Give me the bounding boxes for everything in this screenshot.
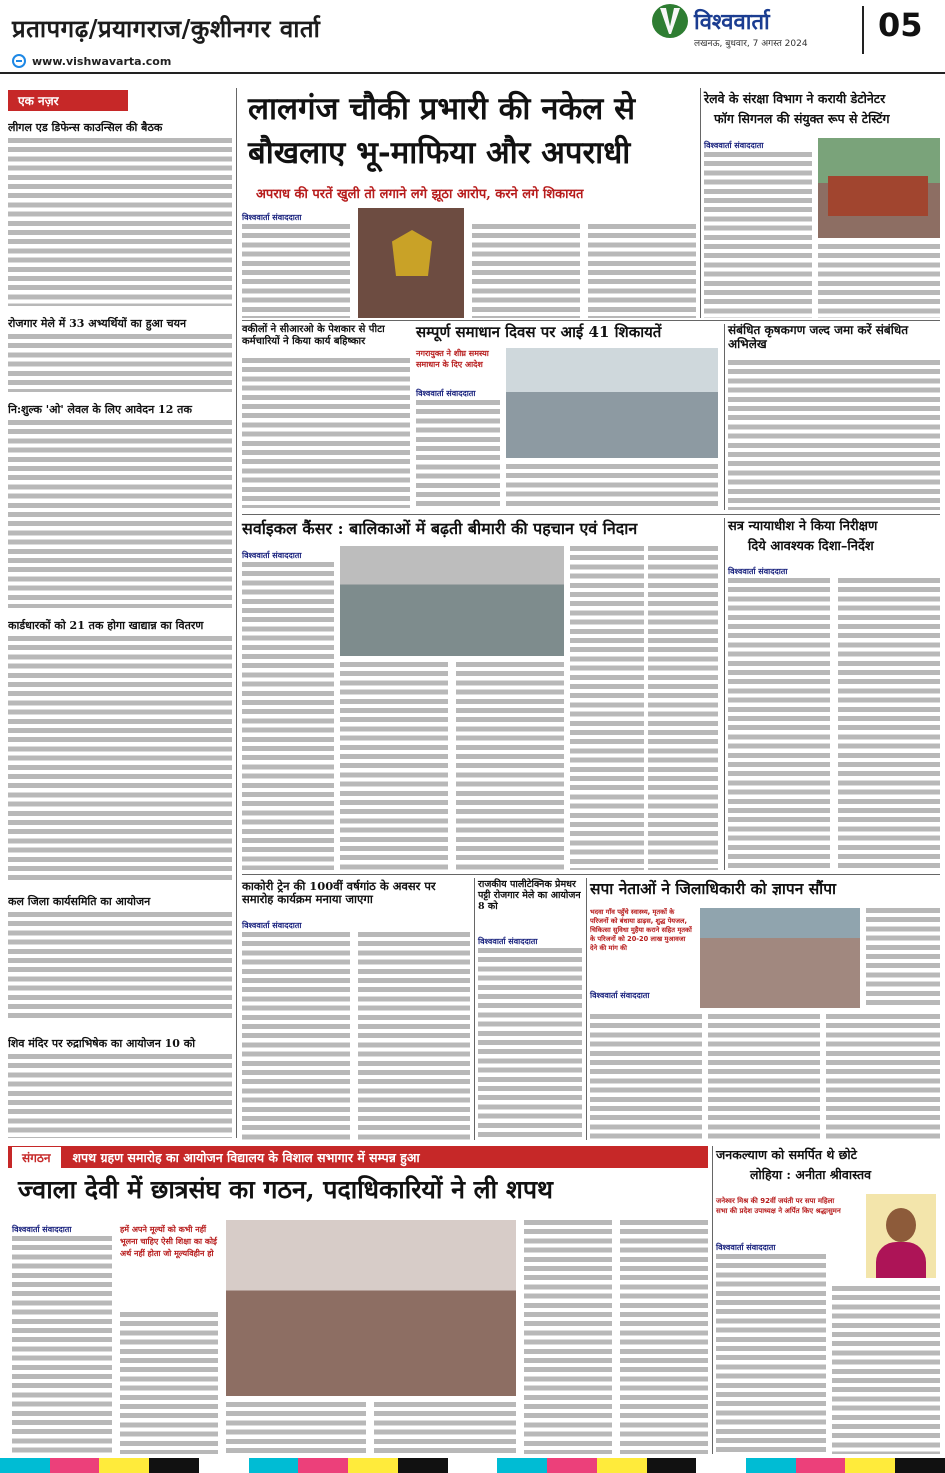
byline: विश्ववार्ता संवाददाता	[590, 991, 650, 1000]
brief-title: शिव मंदिर पर रुद्राभिषेक का आयोजन 10 को	[8, 1037, 196, 1050]
polytechnic-body	[478, 948, 582, 1140]
rail-headline-line1: रेलवे के संरक्षा विभाग ने करायी डेटोनेटर	[704, 91, 886, 106]
vakil-body	[242, 358, 410, 508]
cancer-body-col4	[570, 546, 644, 870]
brief-body	[8, 334, 232, 392]
section-rule	[242, 514, 940, 515]
dateline-wrap	[12, 6, 732, 50]
polytechnic-headline: राजकीय पालीटेक्निक प्रेमधर पट्टी रोजगार मेले का आयोजन 8 को	[478, 879, 581, 912]
site-url-row[interactable]	[12, 52, 171, 70]
cancer-body-col1	[242, 562, 334, 870]
jwala-story[interactable]	[8, 1172, 708, 1454]
cancer-body-col3	[456, 662, 564, 870]
brief-title: कल जिला कार्यसमिति का आयोजन	[8, 895, 151, 908]
sapa-side-body	[866, 908, 940, 1008]
column-rule	[724, 518, 725, 870]
krishak-body	[728, 360, 940, 510]
sapa-body-col1	[590, 1014, 702, 1140]
rail-body-col2	[818, 244, 940, 318]
page-number-box	[862, 6, 940, 54]
byline: विश्ववार्ता संवाददाता	[716, 1243, 776, 1252]
satra-headline-line1: सत्र न्यायाधीश ने किया निरीक्षण	[728, 519, 878, 534]
lohia-side-note: जनेश्वर मिश्र की 92वीं जयंती पर सपा महिला सभा की प्रदेश उपाध्यक्ष ने अर्पित किए श्रद्धासुमन	[716, 1197, 841, 1215]
byline: विश्ववार्ता संवाददाता	[704, 141, 764, 150]
kakori-headline: काकोरी ट्रेन की 100वीं वर्षगांठ के अवसर पर समारोह कार्यक्रम मनाया जाएगा	[242, 879, 436, 907]
column-rule	[724, 324, 725, 510]
jwala-body-col4	[374, 1402, 516, 1454]
dateline: प्रतापगढ़/प्रयागराज/कुशीनगर वार्ता	[12, 13, 321, 43]
sapa-side-note: भदवा गाँव पहुँचे स्वास्थ्य, मृतकों के परिजनों को बंधाया ढाढ़स, शुद्ध पेयजल, चिकित्सा सुविधा मुहैया कराने सहित मृतकों के परिजनों को 20-20 लाख मुआवजा देने की मांग की	[590, 908, 692, 952]
polytechnic-story[interactable]	[478, 878, 582, 1140]
rail-headline-line2: फॉग सिगनल की संयुक्त रूप से टेस्टिंग	[714, 111, 890, 126]
jwala-headline: ज्वाला देवी में छात्रसंघ का गठन, पदाधिकारियों ने ली शपथ	[18, 1175, 553, 1204]
jwala-body-col3	[226, 1402, 366, 1454]
portrait-face	[886, 1208, 916, 1242]
jwala-body-col2	[120, 1312, 218, 1454]
page-number: 05	[878, 6, 923, 44]
badge-icon	[392, 230, 432, 276]
lead-headline-line2: बौखलाए भू-माफिया और अपराधी	[248, 135, 631, 171]
cancer-headline: सर्वाइकल कैंसर : बालिकाओं में बढ़ती बीमारी की पहचान एवं निदान	[242, 519, 638, 538]
lead-deck: अपराध की परतें खुली तो लगाने लगे झूठा आरोप, करने लगे शिकायत	[256, 187, 584, 202]
section-rule	[242, 320, 940, 321]
krishak-headline: संबंधित कृषकगण जल्द जमा करें संबंधित अभिलेख	[728, 323, 909, 351]
lead-body-col2	[472, 224, 580, 318]
issue-date: लखनऊ, बुधवार, 7 अगस्त 2024	[694, 39, 808, 49]
jwala-body-col5	[524, 1220, 612, 1454]
brief-title: नि:शुल्क 'ओ' लेवल के लिए आवेदन 12 तक	[8, 403, 192, 416]
brief-body	[8, 1054, 232, 1138]
print-color-bar	[0, 1458, 945, 1473]
sapa-body-col3	[826, 1014, 940, 1140]
samadhan-headline: सम्पूर्ण समाधान दिवस पर आई 41 शिकायतें	[416, 323, 662, 341]
sangathan-label: संगठन	[12, 1147, 61, 1168]
sangathan-text: शपथ ग्रहण समारोह का आयोजन विद्यालय के विशाल सभागार में सम्पन्न हुआ	[72, 1149, 420, 1165]
brand-v-icon	[652, 4, 688, 38]
kakori-body-col2	[358, 932, 470, 1140]
jwala-body-col6	[620, 1220, 708, 1454]
browser-e-icon	[12, 54, 26, 68]
cancer-body-col2	[340, 662, 448, 870]
vakil-headline: वकीलों ने सीआरओ के पेशकार से पीटा कर्मचारियों ने किया कार्य बहिष्कार	[242, 324, 385, 347]
brand-logo[interactable]	[652, 4, 852, 52]
rail-story[interactable]	[704, 88, 940, 318]
lohia-headline-line1: जनकल्याण को समर्पित थे छोटे	[716, 1147, 857, 1162]
sapa-story[interactable]	[590, 878, 940, 1140]
satra-story[interactable]	[728, 518, 940, 870]
train-photo	[818, 138, 940, 238]
jwala-oath-photo	[226, 1220, 516, 1396]
left-column	[8, 88, 232, 1138]
byline: विश्ववार्ता संवाददाता	[478, 937, 538, 946]
byline: विश्ववार्ता संवाददाता	[242, 921, 302, 930]
column-rule	[586, 878, 587, 1140]
byline: विश्ववार्ता संवाददाता	[12, 1225, 72, 1234]
lead-body-col1	[242, 224, 350, 318]
section-tag: एक नज़र	[8, 90, 128, 111]
brief-body	[8, 912, 232, 1020]
jwala-body-col1	[12, 1236, 112, 1454]
cancer-story[interactable]	[242, 518, 718, 870]
byline: विश्ववार्ता संवाददाता	[416, 389, 476, 398]
kakori-body-col1	[242, 932, 350, 1140]
brand-name: विश्ववार्ता	[694, 9, 770, 35]
lohia-story[interactable]	[716, 1146, 940, 1454]
lohia-body-col2	[832, 1286, 940, 1454]
samadhan-side-note: नगरायुक्त ने शीघ्र समस्या समाधान के दिए आदेश	[416, 349, 489, 369]
brief-body	[8, 636, 232, 884]
brief-title: रोजगार मेले में 33 अभ्यर्थियों का हुआ चयन	[8, 317, 187, 330]
lead-story[interactable]	[242, 88, 698, 318]
sangathan-bar	[8, 1146, 708, 1168]
lohia-headline-line2: लोहिया : अनीता श्रीवास्तव	[750, 1167, 872, 1182]
brief-title: कार्डधारकों को 21 तक होगा खाद्यान्न का वितरण	[8, 619, 204, 632]
brief-title: लीगल एड डिफेन्स काउन्सिल की बैठक	[8, 121, 163, 134]
cancer-body-col5	[648, 546, 718, 870]
anita-portrait	[866, 1194, 936, 1278]
samadhan-story[interactable]	[416, 324, 718, 510]
brief-body	[8, 138, 232, 306]
brief-body	[8, 420, 232, 608]
locomotive-shape	[828, 176, 928, 216]
lead-body-col3	[588, 224, 696, 318]
sapa-body-col2	[708, 1014, 820, 1140]
rail-body-col1	[704, 152, 812, 318]
satra-body-col1	[728, 578, 830, 870]
kakori-story[interactable]	[242, 878, 470, 1140]
lead-headline-line1: लालगंज चौकी प्रभारी की नकेल से	[248, 91, 636, 127]
column-rule	[474, 878, 475, 1140]
vakil-story[interactable]	[242, 324, 410, 510]
byline: विश्ववार्ता संवाददाता	[728, 567, 788, 576]
lohia-body-col1	[716, 1254, 826, 1454]
byline: विश्ववार्ता संवाददाता	[242, 213, 302, 222]
samadhan-photo	[506, 348, 718, 458]
cancer-event-photo	[340, 546, 564, 656]
column-rule	[236, 88, 237, 1138]
samadhan-caption	[506, 464, 718, 510]
site-url[interactable]: www.vishwavarta.com	[32, 54, 172, 68]
jwala-quote: हमें अपने मूल्यों को कभी नहीं भूलना चाहिए ऐसी शिक्षा का कोई अर्थ नहीं होता जो मूल्यविहीन हो	[120, 1225, 217, 1258]
satra-headline-line2: दिये आवश्यक दिशा–निर्देश	[748, 539, 874, 554]
satra-body-col2	[838, 578, 940, 870]
column-rule	[700, 88, 701, 318]
masthead	[0, 0, 945, 74]
sapa-headline: सपा नेताओं ने जिलाधिकारी को ज्ञापन सौंपा	[590, 879, 837, 898]
police-badge-photo	[358, 208, 464, 318]
krishak-story[interactable]	[728, 324, 940, 510]
samadhan-body	[416, 400, 500, 510]
portrait-body	[876, 1242, 926, 1278]
byline: विश्ववार्ता संवाददाता	[242, 551, 302, 560]
section-rule	[242, 874, 940, 875]
sapa-memorandum-photo	[700, 908, 860, 1008]
column-rule	[712, 1146, 713, 1454]
